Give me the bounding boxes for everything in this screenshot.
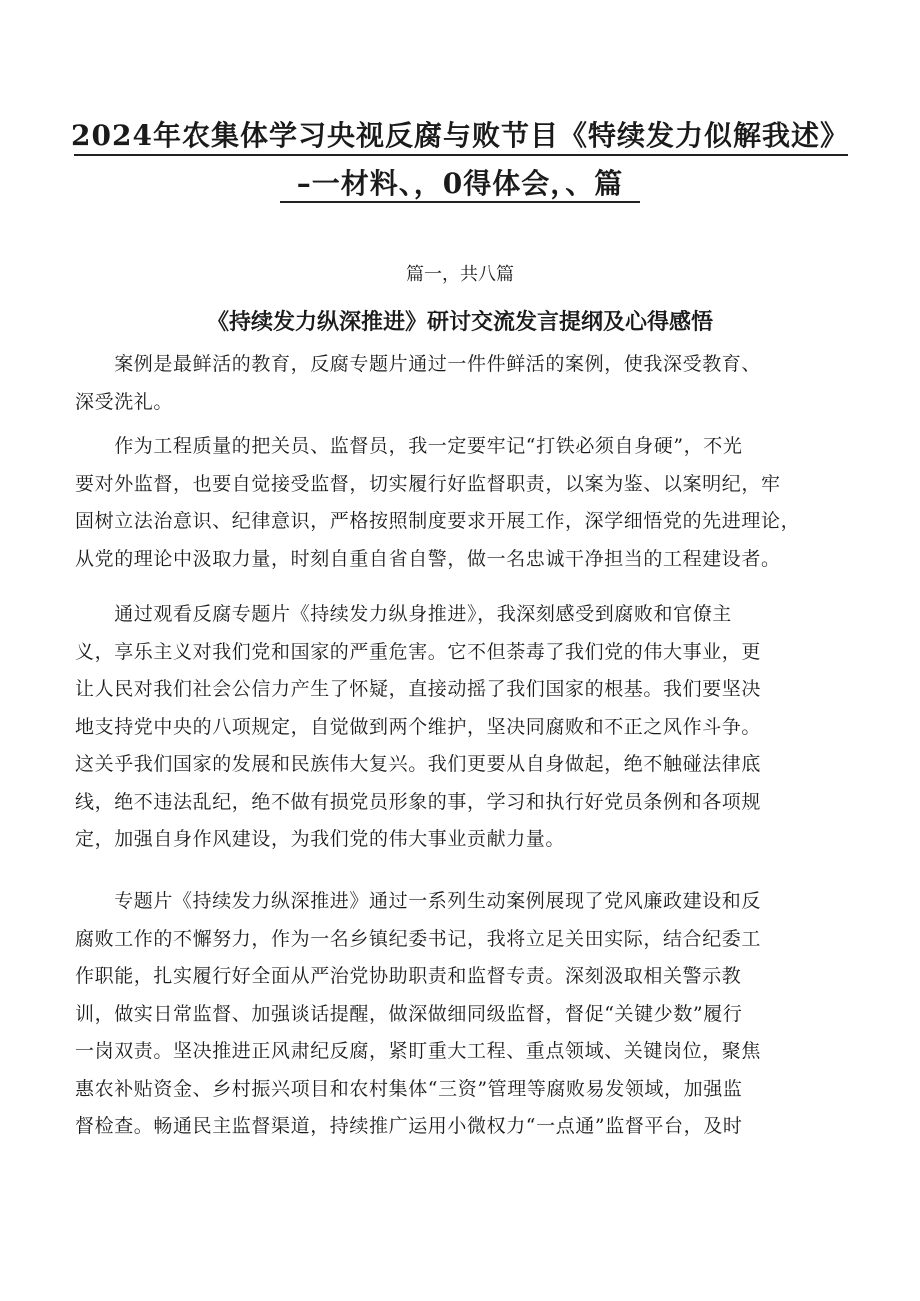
paragraph-3: [75, 596, 855, 859]
paragraph-line: 定，加强自身作风建设，为我们党的伟大事业贡献力量。: [75, 828, 566, 850]
paragraph-line: 从党的理论中汲取力量，时刻自重自省自警，做一名忠诚干净担当的工程建设者。: [75, 547, 781, 570]
paragraph-line: 固树立法治意识、纪律意识，严格按照制度要求开展工作，深学细悟党的先进理论，: [75, 510, 801, 532]
document-title-line-1: 2024年农集体学习央视反腐与败节目《特续发力似解我述》: [71, 119, 849, 152]
paragraph-line: 通过观看反腐专题片《持续发力纵身推进》，我深刻感受到腐败和官僚主: [75, 603, 732, 625]
paragraph-line: 训，做实日常监督、加强谈话提醒，做深做细同级监督，督促“关键少数”履行: [75, 1002, 743, 1025]
paragraph-line: 让人民对我们社会公信力产生了怀疑，直接动摇了我们国家的根基。我们要坚决: [75, 678, 762, 700]
paragraph-line: 线，绝不违法乱纪，绝不做有损党员形象的事，学习和执行好党员条例和各项规: [75, 790, 762, 813]
paragraph-line: 作为工程质量的把关员、监督员，我一定要牢记“打铁必须自身硬”，不光: [75, 435, 743, 457]
paragraph-line: 作职能，扎实履行好全面从严治党协助职责和监督专责。深刻汲取相关警示教: [75, 965, 742, 987]
paragraph-4: [75, 883, 855, 1146]
paragraph-2: [75, 428, 855, 578]
paragraph-line: 惠农补贴资金、乡村振兴项目和农村集体“三资”管理等腐败易发领域，加强监: [75, 1077, 743, 1100]
paragraph-line: 一岗双责。坚决推进正风肃纪反腐，紧盯重大工程、重点领域、关键岗位，聚焦: [75, 1040, 762, 1062]
paragraph-line: 深受洗礼。: [75, 390, 174, 413]
section-subtitle: 篇一，共八篇: [406, 264, 514, 285]
paragraph-1: [75, 346, 855, 421]
title-underline-2: [280, 201, 640, 203]
article-title: 《持续发力纵深推进》研讨交流发言提纲及心得感悟: [206, 310, 713, 335]
paragraph-line: 腐败工作的不懈努力，作为一名乡镇纪委书记，我将立足关田实际，结合纪委工: [75, 927, 762, 950]
paragraph-line: 义，享乐主义对我们党和国家的严重危害。它不但荼毒了我们党的伟大事业，更: [75, 640, 762, 663]
document-title-line-2: –一材料、，0得体会，、篇: [296, 167, 624, 200]
paragraph-line: 案例是最鲜活的教育，反腐专题片通过一件件鲜活的案例，使我深受教育、: [75, 353, 762, 375]
paragraph-line: 督检查。畅通民主监督渠道，持续推广运用小微权力“一点通”监督平台，及时: [75, 1115, 743, 1137]
paragraph-line: 这关乎我们国家的发展和民族伟大复兴。我们更要从自身做起，绝不触碰法律底: [75, 753, 762, 775]
paragraph-line: 要对外监督，也要自觉接受监督，切实履行好监督职责，以案为鉴、以案明纪，牢: [75, 472, 781, 495]
paragraph-line: 地支持党中央的八项规定，自觉做到两个维护，坚决同腐败和不正之风作斗争。: [75, 715, 762, 738]
title-underline-1: [74, 154, 848, 156]
paragraph-line: 专题片《持续发力纵深推进》通过一系列生动案例展现了党风廉政建设和反: [75, 890, 762, 912]
